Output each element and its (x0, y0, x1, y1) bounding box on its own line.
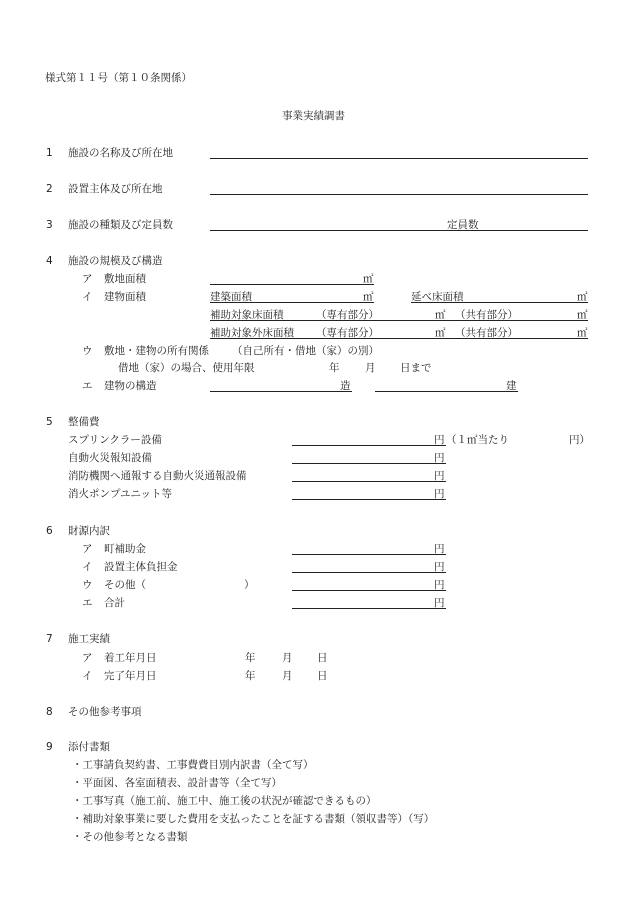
attachment-item: ・工事請負契約書、工事費費目別内訳書（全て写） (72, 759, 314, 771)
section-5-number: 5 (46, 416, 53, 428)
operator-share-label: 設置主体負担金 (104, 561, 178, 573)
non-subsidy-floor-label: 補助対象外床面積 (210, 327, 294, 339)
total-label: 合計 (104, 597, 125, 609)
site-area-unit: ㎡ (363, 273, 374, 285)
total-floor-unit: ㎡ (577, 291, 588, 303)
sprinkler-cost-unit: 円 (434, 434, 445, 446)
subsidy-floor-label: 補助対象床面積 (210, 309, 284, 321)
section-9-label: 添付書類 (68, 741, 110, 753)
cost-item-fire-alarm: 自動火災報知設備 (68, 452, 152, 464)
fire-alarm-cost-unit: 円 (434, 452, 445, 464)
per-sqm-label: （１㎡当たり (446, 434, 509, 446)
section-6-number: 6 (46, 525, 53, 537)
completion-date-label: 完了年月日 (104, 670, 157, 682)
page-title: 事業実績調書 (282, 110, 345, 122)
structure-ken-label: 建 (506, 380, 517, 392)
structure-type-field[interactable] (210, 391, 352, 392)
non-subsidy-private-label: （専有部分） (316, 327, 379, 339)
structure-label: 建物の構造 (104, 380, 157, 392)
non-subsidy-floor-field[interactable] (210, 338, 588, 339)
subsidy-shared-label: （共有部分） (455, 309, 518, 321)
town-subsidy-label: 町補助金 (104, 543, 146, 555)
auto-report-cost-field[interactable] (292, 481, 446, 482)
site-area-mark: ア (82, 273, 93, 285)
section-1-label: 施設の名称及び所在地 (68, 147, 173, 159)
structure-zou-label: 造 (340, 380, 351, 392)
cost-item-auto-report: 消防機関へ通報する自動火災通報設備 (68, 470, 247, 482)
section-4-label: 施設の規模及び構造 (68, 255, 163, 267)
subsidy-private-label: （専有部分） (316, 309, 379, 321)
facility-name-field[interactable] (210, 158, 588, 159)
building-area-mark: イ (82, 291, 93, 303)
structure-mark: エ (82, 380, 93, 392)
pump-cost-unit: 円 (434, 488, 445, 500)
completion-day-label: 日 (317, 670, 328, 682)
operator-share-field[interactable] (292, 572, 446, 573)
start-day-label: 日 (317, 652, 328, 664)
start-date-label: 着工年月日 (104, 652, 157, 664)
attachment-item: ・その他参考となる書類 (72, 831, 188, 843)
lease-year-label: 年 (329, 362, 340, 374)
site-area-field[interactable] (210, 284, 374, 285)
non-subsidy-private-unit: ㎡ (435, 327, 446, 339)
total-mark: エ (82, 597, 93, 609)
per-sqm-unit: 円） (569, 434, 590, 446)
non-subsidy-shared-label: （共有部分） (455, 327, 518, 339)
ownership-mark: ウ (82, 345, 93, 357)
operator-field[interactable] (210, 194, 588, 195)
form-number: 様式第１１号（第１０条関係） (45, 72, 192, 84)
town-subsidy-field[interactable] (292, 554, 446, 555)
town-subsidy-mark: ア (82, 543, 93, 555)
structure-floors-field[interactable] (375, 391, 518, 392)
attachment-item: ・補助対象事業に要した費用を支払ったことを証する書類（領収書等）（写） (72, 813, 435, 825)
subsidy-shared-unit: ㎡ (577, 309, 588, 321)
section-6-label: 財源内訳 (68, 525, 110, 537)
other-source-label: その他（ (104, 579, 146, 591)
section-2-number: 2 (46, 183, 53, 195)
section-4-number: 4 (46, 255, 53, 267)
cost-item-sprinkler: スプリンクラー設備 (68, 434, 162, 446)
section-5-label: 整備費 (68, 416, 100, 428)
section-7-label: 施工実績 (68, 633, 110, 645)
ownership-note: （自己所有・借地（家）の別） (232, 345, 379, 357)
subsidy-floor-field[interactable] (210, 320, 588, 321)
ownership-label: 敷地・建物の所有関係 (104, 345, 209, 357)
other-source-mark: ウ (82, 579, 93, 591)
section-3-number: 3 (46, 219, 53, 231)
auto-report-cost-unit: 円 (434, 470, 445, 482)
building-area-label: 建物面積 (104, 291, 146, 303)
start-date-mark: ア (82, 652, 93, 664)
site-area-label: 敷地面積 (104, 273, 146, 285)
completion-month-label: 月 (282, 670, 293, 682)
attachment-item: ・工事写真（施工前、施工中、施工後の状況が確認できるもの） (72, 795, 377, 807)
completion-date-mark: イ (82, 670, 93, 682)
cost-item-pump: 消火ポンプユニット等 (68, 488, 173, 500)
construction-area-unit: ㎡ (363, 291, 374, 303)
start-month-label: 月 (282, 652, 293, 664)
facility-type-field[interactable] (210, 230, 588, 231)
other-source-field[interactable] (292, 590, 446, 591)
attachment-item: ・平面図、各室面積表、設計書等（全て写） (72, 777, 282, 789)
total-floor-field[interactable] (411, 302, 588, 303)
town-subsidy-unit: 円 (434, 543, 445, 555)
lease-month-label: 月 (365, 362, 376, 374)
construction-area-label: 建築面積 (210, 291, 252, 303)
fire-alarm-cost-field[interactable] (292, 463, 446, 464)
total-field[interactable] (292, 608, 446, 609)
section-8-label: その他参考事項 (68, 706, 142, 718)
section-2-label: 設置主体及び所在地 (68, 183, 163, 195)
other-source-close: ） (244, 579, 255, 591)
other-source-unit: 円 (434, 579, 445, 591)
sprinkler-cost-field[interactable] (292, 445, 446, 446)
pump-cost-field[interactable] (292, 499, 446, 500)
start-year-label: 年 (245, 652, 256, 664)
non-subsidy-shared-unit: ㎡ (577, 327, 588, 339)
total-floor-label: 延べ床面積 (411, 291, 464, 303)
completion-year-label: 年 (245, 670, 256, 682)
section-9-number: 9 (46, 741, 53, 753)
operator-share-unit: 円 (434, 561, 445, 573)
capacity-label: 定員数 (447, 219, 479, 231)
section-7-number: 7 (46, 633, 53, 645)
operator-share-mark: イ (82, 561, 93, 573)
lease-period-label: 借地（家）の場合、使用年限 (118, 362, 255, 374)
section-3-label: 施設の種類及び定員数 (68, 219, 173, 231)
construction-area-field[interactable] (210, 302, 374, 303)
lease-until-label: 日まで (400, 362, 432, 374)
total-unit: 円 (434, 597, 445, 609)
section-8-number: 8 (46, 706, 53, 718)
subsidy-private-unit: ㎡ (435, 309, 446, 321)
section-1-number: 1 (46, 147, 53, 159)
